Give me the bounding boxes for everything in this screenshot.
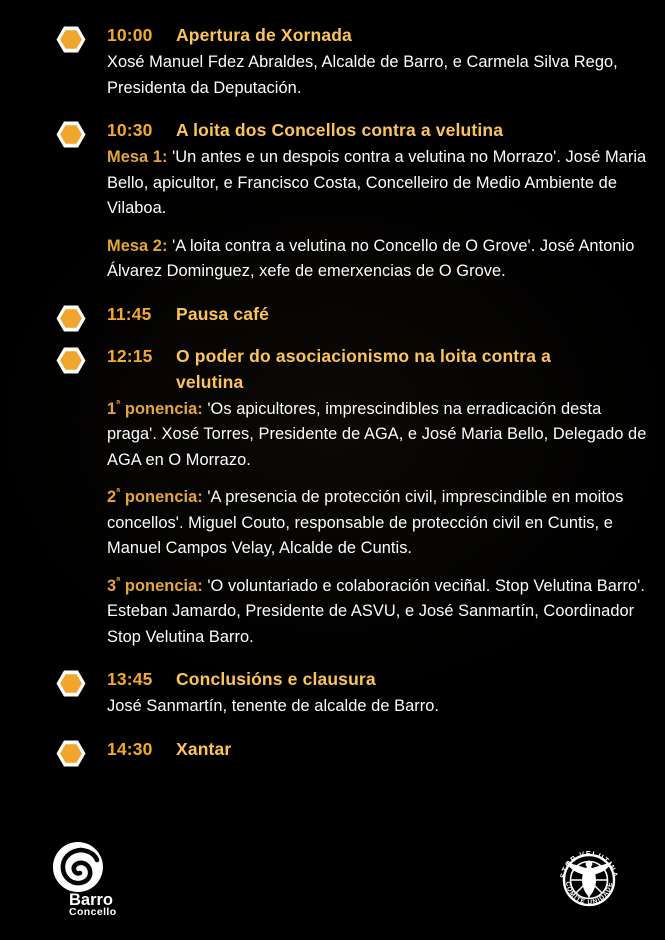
entry-time: 10:00	[107, 25, 153, 45]
entry-paragraph	[107, 50, 647, 101]
entry-body	[107, 694, 647, 720]
paragraph-label: Mesa 2:	[107, 236, 168, 255]
entry-title: Pausa café	[176, 303, 269, 324]
label-number: 3	[107, 576, 117, 595]
poster-footer	[0, 830, 665, 940]
entry-body	[107, 145, 647, 285]
barro-concello-logo	[50, 840, 136, 916]
entry-paragraph	[107, 485, 647, 562]
paragraph-text: 'A loita contra a velutina no Concello de O Grove'. José Antonio Álvarez Dominguez, xefe de emerxencias de O Grove.	[107, 236, 635, 280]
label-ordinal-suffix: ª	[116, 398, 121, 411]
paragraph-label	[107, 400, 203, 418]
hexagon-icon	[55, 120, 87, 149]
hexagon-icon	[55, 669, 87, 698]
schedule-entry	[0, 666, 665, 720]
entry-paragraph	[107, 234, 647, 285]
schedule-list	[0, 22, 665, 778]
entry-title: Apertura de Xornada	[176, 25, 352, 45]
hexagon-icon	[55, 346, 87, 375]
barro-logo-line2: Concello	[69, 906, 117, 916]
entry-time: 13:45	[107, 669, 153, 689]
barro-swirl-icon	[53, 842, 103, 892]
entry-heading	[107, 736, 647, 762]
schedule-entry	[0, 117, 665, 285]
entry-paragraph	[107, 145, 647, 222]
entry-title: O poder do asociacionismo na loita contra a velutina	[176, 345, 552, 392]
stop-velutina-bottom-text: COMITE UNIDADE	[563, 881, 615, 907]
entry-time: 10:30	[107, 120, 153, 140]
entry-heading	[107, 343, 647, 395]
entry-body	[107, 50, 647, 101]
schedule-entry	[0, 736, 665, 762]
entry-time: 11:45	[107, 303, 152, 324]
paragraph-label	[107, 577, 203, 595]
entry-time: 14:30	[107, 738, 153, 759]
label-rest: ponencia:	[120, 576, 203, 595]
paragraph-text: José Sanmartín, tenente de alcalde de Barro.	[107, 697, 440, 715]
label-number: 1	[107, 399, 117, 418]
stop-velutina-top-text: STOP VELUTINA	[557, 848, 621, 879]
label-rest: ponencia:	[120, 488, 203, 506]
label-number: 2	[107, 488, 117, 506]
entry-title: Conclusións e clausura	[176, 669, 376, 689]
entry-heading	[107, 22, 647, 48]
hexagon-icon	[55, 739, 87, 768]
paragraph-text: 'Os apicultores, imprescindibles na erradicación desta praga'. Xosé Torres, Presidente de AGA, e José Maria Bello, Delegado de AGA en O Morrazo.	[107, 399, 647, 469]
entry-body	[107, 397, 647, 651]
entry-title: Xantar	[176, 738, 232, 759]
hexagon-icon	[55, 25, 87, 54]
label-ordinal-suffix: ª	[116, 575, 121, 588]
schedule-entry	[0, 343, 665, 651]
entry-heading	[107, 666, 647, 692]
paragraph-label	[107, 488, 203, 506]
hexagon-icon	[55, 304, 87, 333]
schedule-entry	[0, 301, 665, 327]
entry-heading	[107, 301, 647, 327]
schedule-entry	[0, 22, 665, 101]
entry-paragraph	[107, 397, 647, 474]
entry-heading	[107, 117, 647, 143]
barro-logo-line1: Barro	[69, 891, 114, 909]
entry-paragraph	[107, 694, 647, 720]
paragraph-text: 'O voluntariado e colaboración veciñal. Stop Velutina Barro'. Esteban Jamardo, Presidente de ASVU, e José Sanmartín, Coordinador Stop Velutina Barro.	[107, 576, 645, 646]
entry-paragraph	[107, 574, 647, 651]
paragraph-text: 'A presencia de protección civil, imprescindible en moitos concellos'. Miguel Couto, responsable de protección civil en Cuntis, e Manuel Campos Velay, Alcalde de Cuntis.	[107, 488, 624, 557]
paragraph-text: 'Un antes e un despois contra a velutina no Morrazo'. José Maria Bello, apicultor, e Francisco Costa, Concelleiro de Medio Ambiente de Vilaboa.	[107, 148, 647, 217]
label-ordinal-suffix: ª	[116, 486, 121, 499]
entry-title: A loita dos Concellos contra a velutina	[176, 120, 504, 140]
stop-velutina-logo	[549, 838, 629, 918]
entry-time: 12:15	[107, 345, 153, 366]
paragraph-label: Mesa 1:	[107, 148, 168, 166]
label-rest: ponencia:	[120, 399, 203, 418]
paragraph-text: Xosé Manuel Fdez Abraldes, Alcalde de Barro, e Carmela Silva Rego, Presidenta da Deputación.	[107, 53, 618, 97]
